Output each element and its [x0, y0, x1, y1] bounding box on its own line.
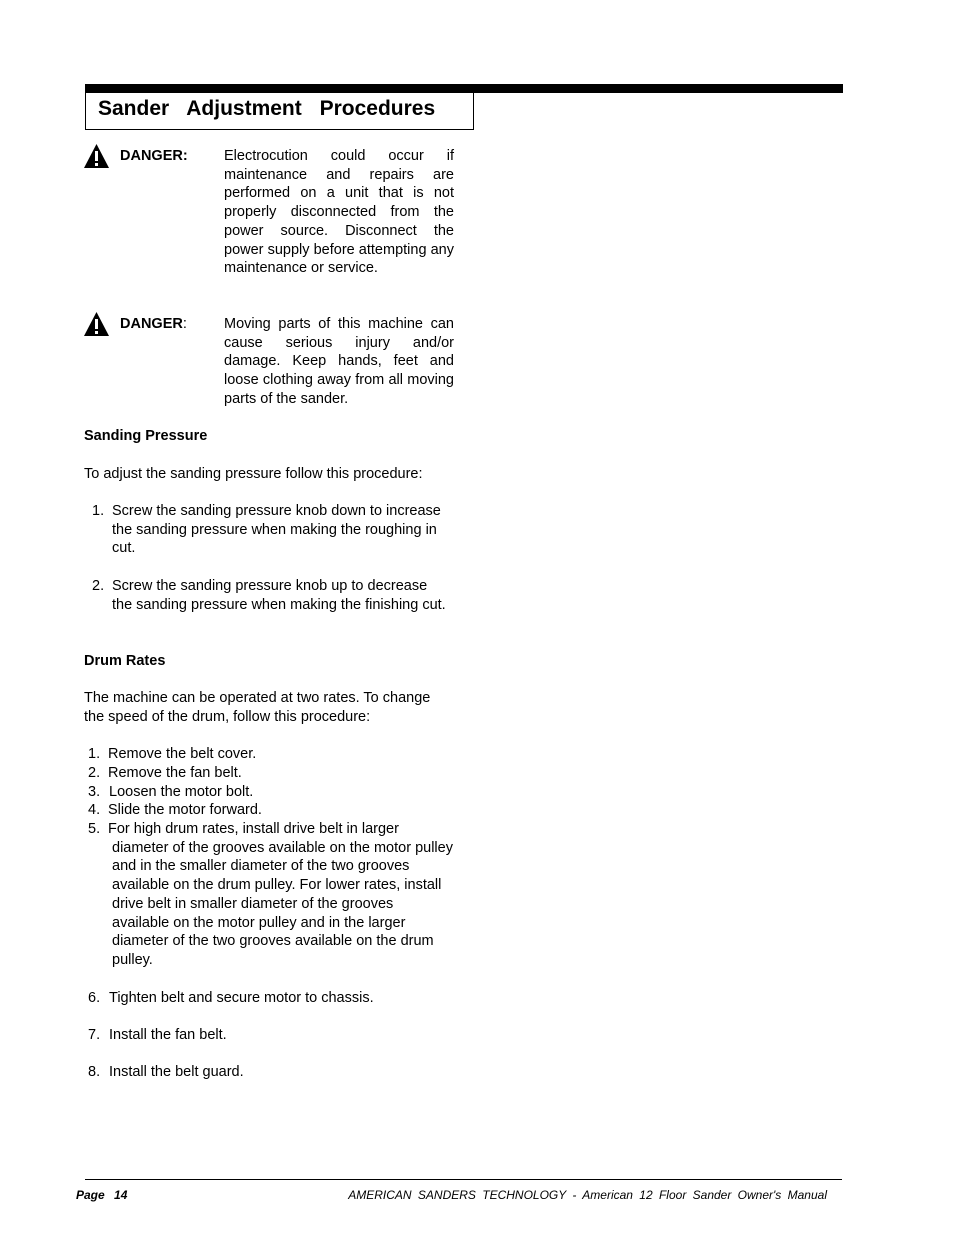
step-number: 1.	[92, 503, 105, 519]
warning-icon	[84, 312, 109, 336]
list-item	[88, 1026, 438, 1045]
step-text: Slide the motor forward.	[108, 802, 262, 818]
page-number-label	[76, 1188, 127, 1202]
list-item	[88, 820, 454, 970]
danger-label	[120, 316, 187, 332]
section-title-box	[85, 93, 474, 130]
drum-rates-heading: Drum Rates	[84, 653, 166, 669]
step-number: 8.	[88, 1064, 101, 1080]
section-title: Sander Adjustment Procedures	[98, 97, 436, 120]
step-text: Screw the sanding pressure knob down to increase the sanding pressure when making the roughing in cut.	[112, 503, 441, 557]
danger-label-colon: :	[182, 316, 187, 332]
sanding-pressure-heading: Sanding Pressure	[84, 428, 208, 444]
step-number: 1.	[88, 746, 101, 762]
step-number: 5.	[88, 821, 101, 837]
sanding-pressure-intro: To adjust the sanding pressure follow this procedure:	[84, 466, 423, 482]
page-label: Page	[76, 1188, 105, 1202]
step-number: 7.	[88, 1027, 101, 1043]
danger-text: Moving parts of this machine can cause serious injury and/or damage. Keep hands, feet and loose clothing away from all moving parts of the sander.	[224, 316, 454, 407]
list-item	[88, 801, 438, 820]
step-number: 2.	[88, 765, 101, 781]
step-number: 2.	[92, 578, 105, 594]
step-text: Loosen the motor bolt.	[109, 784, 254, 800]
list-item	[88, 989, 438, 1008]
step-number: 3.	[88, 784, 101, 800]
step-text: Remove the fan belt.	[108, 765, 242, 781]
step-text: Remove the belt cover.	[108, 746, 257, 762]
list-item	[88, 764, 438, 783]
warning-icon	[84, 144, 109, 168]
drum-rates-intro: The machine can be operated at two rates. To change the speed of the drum, follow this procedure:	[84, 690, 431, 725]
list-item	[92, 502, 442, 558]
step-number: 4.	[88, 802, 101, 818]
page-number: 14	[114, 1188, 128, 1202]
step-number: 6.	[88, 990, 101, 1006]
step-text: Screw the sanding pressure knob up to decrease the sanding pressure when making the finishing cut.	[112, 578, 446, 613]
step-text: Install the belt guard.	[109, 1064, 244, 1080]
footer-rule	[85, 1179, 842, 1180]
list-item	[88, 783, 438, 802]
list-item	[88, 745, 438, 764]
list-item	[88, 1063, 438, 1082]
danger-text: Electrocution could occur if maintenance and repairs are performed on a unit that is not properly disconnected from the power source. Disconnect the power supply before attempting any maintenance or service.	[224, 148, 454, 277]
step-text: For high drum rates, install drive belt in larger diameter of the grooves available on the motor pulley and in the smaller diameter of the two grooves available on the drum pulley. For lower rates, install drive belt in smaller diameter of the grooves available on the motor pulley and in the larger diameter of the two grooves available on the drum pulley.	[108, 821, 453, 968]
danger-label-text: DANGER	[120, 316, 183, 332]
list-item	[92, 577, 448, 614]
step-text: Install the fan belt.	[109, 1027, 227, 1043]
danger-label: DANGER:	[120, 148, 188, 164]
manual-title: AMERICAN SANDERS TECHNOLOGY - American 12 Floor Sander Owner's Manual	[348, 1188, 827, 1202]
header-rule	[85, 84, 843, 93]
step-text: Tighten belt and secure motor to chassis.	[109, 990, 374, 1006]
